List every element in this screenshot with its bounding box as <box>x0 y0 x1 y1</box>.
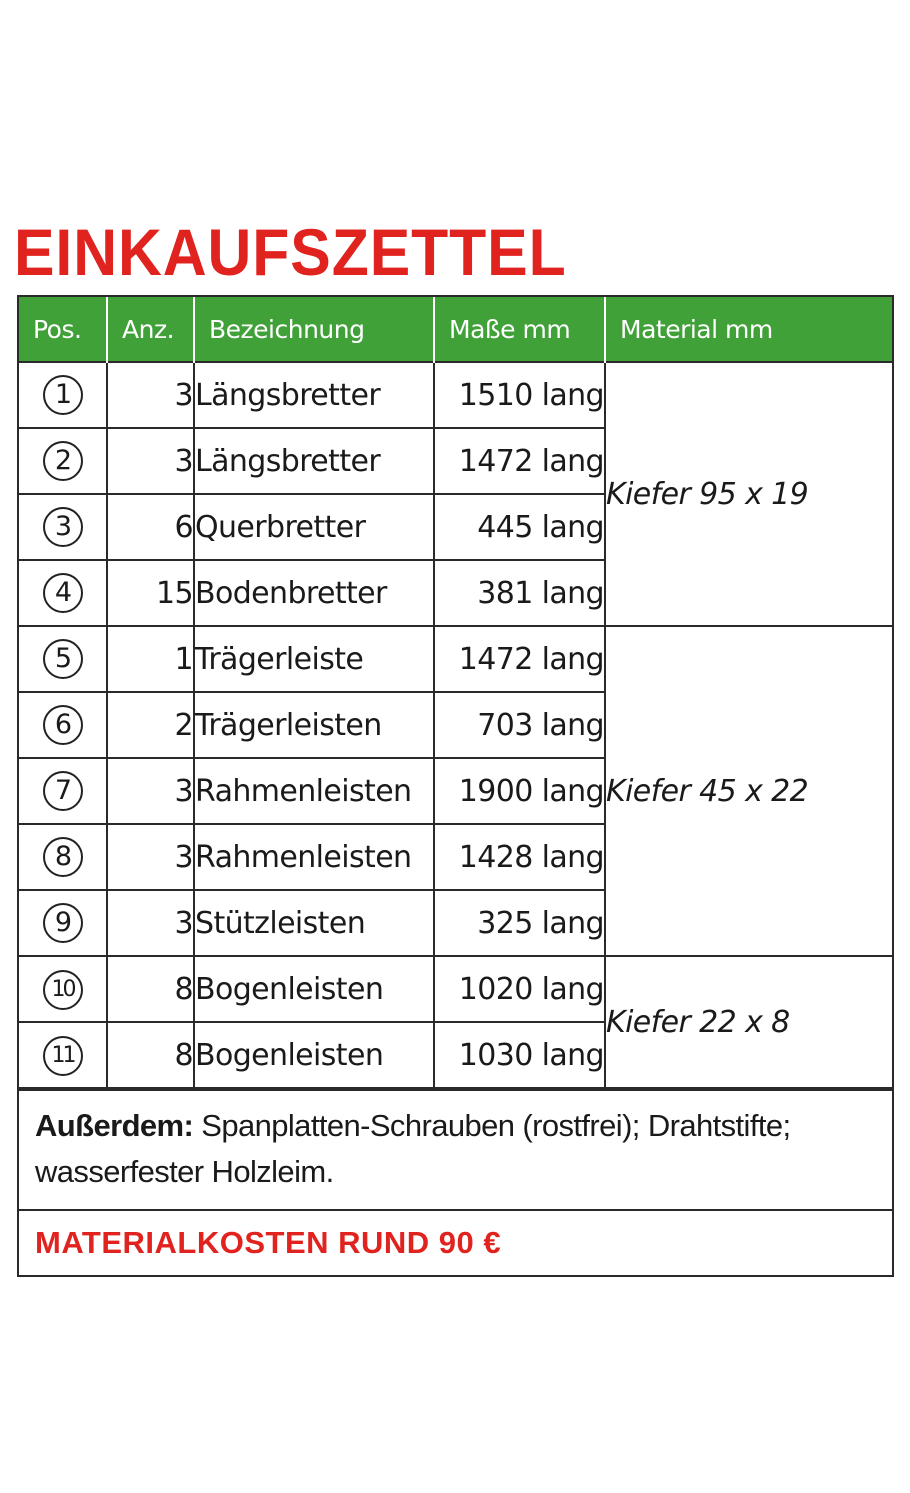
header-pos: Pos. <box>19 297 107 362</box>
table-row <box>19 362 892 428</box>
quantity-cell: 8 <box>107 956 194 1022</box>
quantity-cell: 3 <box>107 362 194 428</box>
position-number: 7 <box>43 771 83 811</box>
dimension-cell: 445 lang <box>434 494 605 560</box>
dimension-cell: 1472 lang <box>434 626 605 692</box>
quantity-cell: 6 <box>107 494 194 560</box>
note-line-2: wasserfester Holzleim. <box>35 1154 334 1189</box>
quantity-cell: 3 <box>107 428 194 494</box>
quantity-cell: 8 <box>107 1022 194 1088</box>
description-cell: Trägerleisten <box>194 692 434 758</box>
dimension-cell: 1428 lang <box>434 824 605 890</box>
table-row <box>19 626 892 692</box>
description-cell: Rahmenleisten <box>194 824 434 890</box>
quantity-cell: 15 <box>107 560 194 626</box>
description-cell: Querbretter <box>194 494 434 560</box>
quantity-cell: 3 <box>107 824 194 890</box>
description-cell: Stützleisten <box>194 890 434 956</box>
description-cell: Bogenleisten <box>194 956 434 1022</box>
description-cell: Längsbretter <box>194 362 434 428</box>
description-cell: Rahmenleisten <box>194 758 434 824</box>
position-number: 9 <box>43 903 83 943</box>
quantity-cell: 3 <box>107 758 194 824</box>
position-number: 6 <box>43 705 83 745</box>
position-number: 2 <box>43 441 83 481</box>
position-number: 3 <box>43 507 83 547</box>
note-label: Außerdem: <box>35 1108 194 1143</box>
position-number: 8 <box>43 837 83 877</box>
page-title: EINKAUFSZETTEL <box>14 215 567 289</box>
header-masse: Maße mm <box>434 297 605 362</box>
material-cost: MATERIALKOSTEN RUND 90 € <box>19 1209 892 1275</box>
dimension-cell: 1900 lang <box>434 758 605 824</box>
quantity-cell: 1 <box>107 626 194 692</box>
header-material: Material mm <box>605 297 892 362</box>
material-cell: Kiefer 22 x 8 <box>605 956 892 1088</box>
note-line-1: Spanplatten-Schrauben (rostfrei); Drahtstifte; <box>201 1108 791 1143</box>
dimension-cell: 1472 lang <box>434 428 605 494</box>
dimension-cell: 325 lang <box>434 890 605 956</box>
table-row <box>19 956 892 1022</box>
parts-table <box>19 297 892 1089</box>
dimension-cell: 381 lang <box>434 560 605 626</box>
position-number: 4 <box>43 573 83 613</box>
description-cell: Trägerleiste <box>194 626 434 692</box>
additional-items-note <box>19 1089 892 1209</box>
position-number: 1 <box>43 375 83 415</box>
material-cell: Kiefer 95 x 19 <box>605 362 892 626</box>
material-cell: Kiefer 45 x 22 <box>605 626 892 956</box>
dimension-cell: 1510 lang <box>434 362 605 428</box>
quantity-cell: 2 <box>107 692 194 758</box>
dimension-cell: 1030 lang <box>434 1022 605 1088</box>
header-anz: Anz. <box>107 297 194 362</box>
quantity-cell: 3 <box>107 890 194 956</box>
description-cell: Bodenbretter <box>194 560 434 626</box>
position-number: 11 <box>43 1036 83 1076</box>
header-bezeichnung: Bezeichnung <box>194 297 434 362</box>
dimension-cell: 1020 lang <box>434 956 605 1022</box>
description-cell: Bogenleisten <box>194 1022 434 1088</box>
shopping-list-table <box>17 295 894 1277</box>
table-header-row <box>19 297 892 362</box>
description-cell: Längsbretter <box>194 428 434 494</box>
position-number: 5 <box>43 639 83 679</box>
dimension-cell: 703 lang <box>434 692 605 758</box>
position-number: 10 <box>43 970 83 1010</box>
